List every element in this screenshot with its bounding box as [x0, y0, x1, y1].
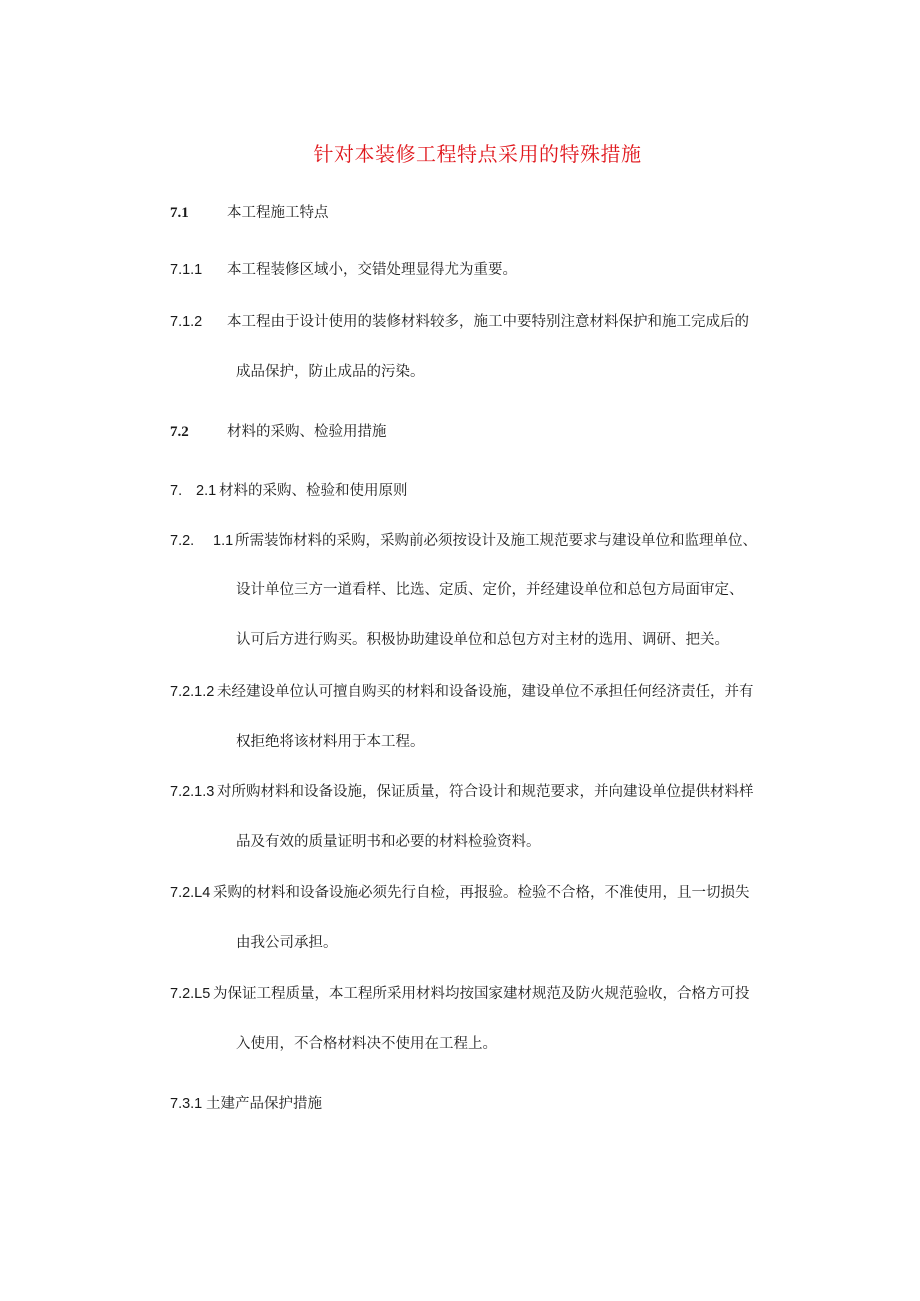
section-heading: 本工程施工特点: [227, 205, 329, 221]
section-number: 7.2: [170, 424, 189, 440]
paragraph-text: 本工程由于设计使用的装修材料较多，施工中要特别注意材料保护和施工完成后的: [227, 314, 749, 330]
section-number: 7.3.1: [170, 1096, 203, 1112]
paragraph-continuation: 成品保护，防止成品的污染。: [236, 364, 425, 380]
section-number: 7.2.L5: [170, 986, 211, 1002]
section-7-2-1-2: [170, 682, 754, 702]
section-number: 7.1.1: [170, 262, 203, 278]
section-number: 7.2.1.3: [170, 784, 215, 800]
paragraph-continuation: 设计单位三方一道看样、比选、定质、定价，并经建设单位和总包方局面审定、: [236, 582, 744, 598]
section-number: 7.2.L4: [170, 885, 211, 901]
section-7-2-1-5: [170, 984, 750, 1004]
section-number: 7.: [170, 483, 183, 499]
section-7-2: [170, 422, 387, 442]
paragraph-text: 本工程装修区域小，交错处理显得尤为重要。: [227, 262, 517, 278]
section-number: 7.2.: [170, 533, 195, 549]
section-number: 7.1: [170, 205, 189, 221]
paragraph-text: 为保证工程质量，本工程所采用材料均按国家建材规范及防火规范验收，合格方可投: [213, 986, 750, 1002]
section-7-2-1-4: [170, 883, 750, 903]
paragraph-continuation: 入使用，不合格材料决不使用在工程上。: [236, 1036, 497, 1052]
document-title: 针对本装修工程特点采用的特殊措施: [313, 142, 642, 166]
paragraph-text: 土建产品保护措施: [206, 1096, 322, 1112]
paragraph-continuation: 品及有效的质量证明书和必要的材料检验资料。: [236, 834, 541, 850]
section-heading: 材料的采购、检验用措施: [227, 424, 387, 440]
section-7-1-2: [170, 312, 749, 332]
paragraph-text: 对所购材料和设备设施，保证质量，符合设计和规范要求，并向建设单位提供材料样: [217, 784, 754, 800]
paragraph-continuation: 权拒绝将该材料用于本工程。: [236, 734, 425, 750]
section-7-2-1-1: [170, 531, 757, 551]
paragraph-text: 采购的材料和设备设施必须先行自检，再报验。检验不合格，不准使用，且一切损失: [213, 885, 750, 901]
section-7-3-1: [170, 1094, 322, 1114]
paragraph-continuation: 认可后方进行购买。积极协助建设单位和总包方对主材的选用、调研、把关。: [236, 632, 729, 648]
paragraph-text: 所需装饰材料的采购，采购前必须按设计及施工规范要求与建设单位和监理单位、: [235, 533, 757, 549]
section-number: 7.1.2: [170, 314, 203, 330]
section-number: 7.2.1.2: [170, 684, 215, 700]
paragraph-text: 材料的采购、检验和使用原则: [219, 483, 408, 499]
paragraph-text: 未经建设单位认可擅自购买的材料和设备设施，建设单位不承担任何经济责任，并有: [217, 684, 754, 700]
section-7-1-1: [170, 260, 517, 280]
section-7-2-1: [170, 481, 408, 501]
section-subnumber: 2.1: [196, 483, 217, 499]
paragraph-continuation: 由我公司承担。: [236, 935, 338, 951]
section-subnumber: 1.1: [213, 533, 234, 549]
section-7-2-1-3: [170, 782, 754, 802]
section-7-1: [170, 203, 329, 223]
